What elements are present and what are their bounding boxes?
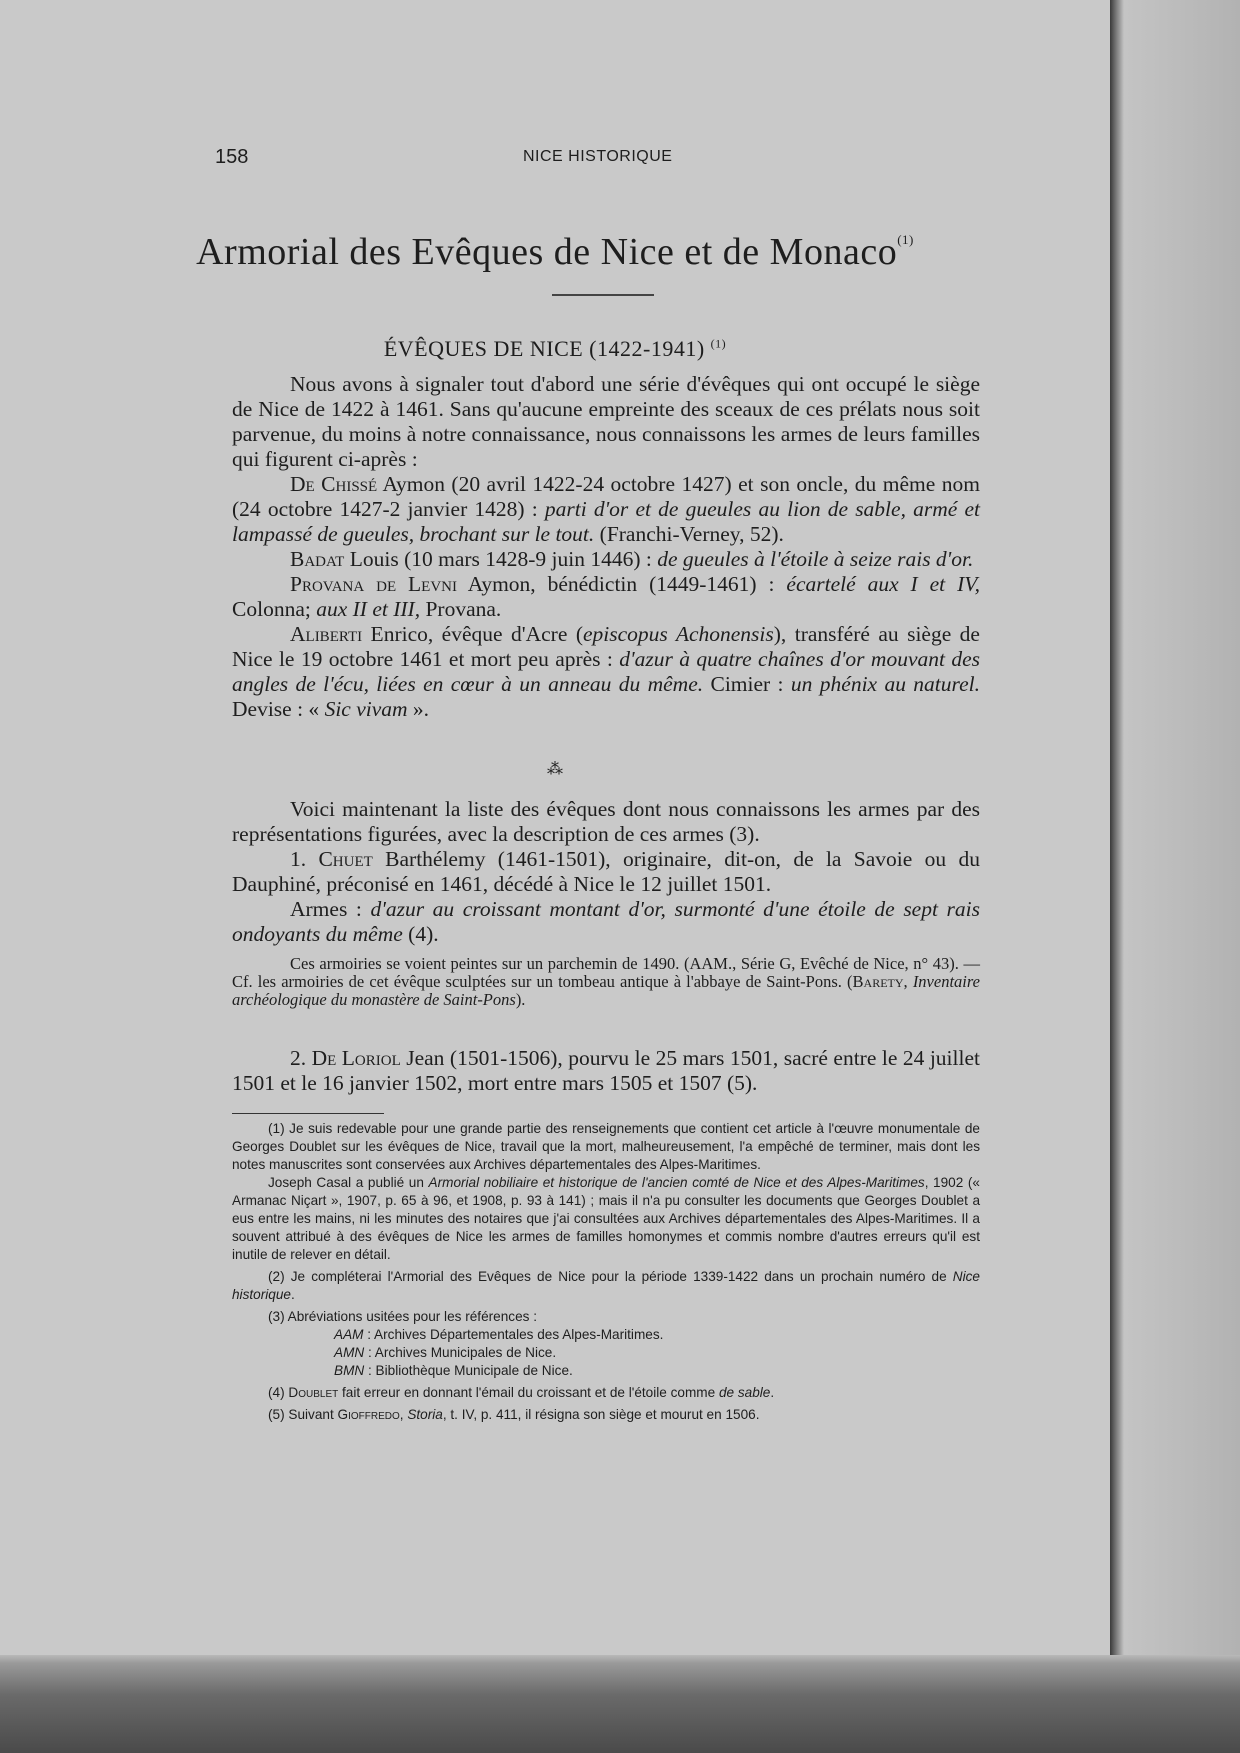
body-text-3 bbox=[232, 1046, 980, 1096]
entry-devise: Sic vivam bbox=[324, 697, 408, 721]
entry-arms: d'azur au croissant montant d'or, surmonté d'une étoile de sept rais ondoyants du même bbox=[232, 897, 980, 946]
page-number: 158 bbox=[215, 146, 249, 168]
entry-text: ». bbox=[407, 697, 430, 721]
abbreviation-desc: : Archives Départementales des Alpes-Maritimes. bbox=[363, 1327, 664, 1342]
footnote-emphasis: de sable bbox=[718, 1385, 771, 1400]
entry-arms: aux II et III, bbox=[316, 597, 421, 621]
title-rule bbox=[552, 294, 654, 296]
entry-cimier: un phénix au naturel. bbox=[790, 672, 980, 696]
footnote-text: . bbox=[770, 1385, 775, 1400]
body-text-1 bbox=[232, 372, 980, 722]
body-text-2 bbox=[232, 797, 980, 947]
entry-text: Colonna; bbox=[232, 597, 317, 621]
entry-text: Louis (10 mars 1428-9 juin 1446) : bbox=[344, 547, 658, 571]
entry-aliberti bbox=[232, 622, 980, 722]
note-text: Ces armoiries se voient peintes sur un parchemin de 1490. (AAM., Série G, Evêché de Nice, n° 43). — Cf. les armoiries de cet évêque sculptées sur un tombeau antique à l'abbaye de Saint-Pons. ( bbox=[232, 954, 980, 991]
book-gutter bbox=[1110, 0, 1240, 1655]
footnote-text: . bbox=[290, 1287, 295, 1302]
abbreviation-amn bbox=[232, 1344, 980, 1362]
footnote-text: Joseph Casal a publié un bbox=[268, 1175, 429, 1190]
entry-arms: d'azur à quatre chaînes d'or mouvant des angles de l'écu, liées en cœur à un anneau du même. bbox=[232, 647, 980, 696]
entry-text: Barthélemy (1461-1501), originaire, dit-on, de la Savoie ou du Dauphiné, préconisé en 1461, décédé à Nice le 12 juillet 1501. bbox=[232, 847, 980, 896]
section-heading bbox=[0, 336, 1110, 362]
entry-text: Armes : bbox=[290, 897, 371, 921]
note-text: , bbox=[903, 972, 913, 991]
note-work: Inventaire archéologique du monastère de Saint-Pons bbox=[232, 972, 981, 1009]
abbreviation-code: AMN bbox=[334, 1345, 365, 1360]
footnote-text: , bbox=[399, 1407, 408, 1422]
footnote-5 bbox=[232, 1406, 980, 1424]
list-intro-paragraph: Voici maintenant la liste des évêques dont nous connaissons les armes par des représentations figurées, avec la description de ces armes (3). bbox=[232, 797, 980, 846]
scan-bottom-edge bbox=[0, 1655, 1240, 1753]
entry-name: Provana de Levni bbox=[290, 572, 458, 596]
footnotes bbox=[232, 1120, 980, 1424]
footnote-1: (1) Je suis redevable pour une grande partie des renseignements que contient cet article à l'œuvre monumentale de Georges Doublet sur les évêques de Nice, travail que la mort, malheureusement, l'a empêché de terminer, mais dont les notes manuscrites sont conservées aux Archives départementales des Alpes-Maritimes. bbox=[232, 1121, 980, 1172]
footnote-text: , 1902 (« Armanac Niçart », 1907, p. 65 à 96, et 1908, p. 93 à 141) ; mais il n'a pu consulter les documents que Georges Doublet a eus entre les mains, ni les minutes des notaires que j'ai consultées aux Archives départementales des Alpes-Maritimes. Il a souvent attribué à des évêques de Nice les armes de familles homonymes et commis nombre d'autres erreurs qu'il est inutile de relever en détail. bbox=[232, 1175, 980, 1262]
intro-paragraph: Nous avons à signaler tout d'abord une série d'évêques qui ont occupé le siège de Nice de 1422 à 1461. Sans qu'aucune empreinte des sceaux de ces prélats nous soit parvenue, du moins à notre connaissance, nous connaissons les armes de leurs familles qui figurent ci-après : bbox=[232, 372, 980, 471]
entry-chisse bbox=[232, 472, 980, 547]
entry-loriol bbox=[232, 1046, 980, 1096]
entry-number: 1. bbox=[290, 847, 319, 871]
abbreviation-code: BMN bbox=[334, 1363, 365, 1378]
section-heading-text: ÉVÊQUES DE NICE (1422-1941) bbox=[383, 336, 705, 361]
footnote-4 bbox=[232, 1384, 980, 1402]
entry-text: Cimier : bbox=[703, 672, 791, 696]
entry-text: ), transféré au siège de Nice le 19 octobre 1461 et mort peu après : bbox=[232, 622, 980, 671]
section-footnote-ref[interactable]: (1) bbox=[710, 336, 727, 351]
entry-text: Jean (1501-1506), pourvu le 25 mars 1501, sacré entre le 24 juillet 1501 et le 16 janvier 1502, mort entre mars 1505 et 1507 (5). bbox=[232, 1046, 980, 1095]
abbreviation-desc: : Archives Municipales de Nice. bbox=[364, 1345, 557, 1360]
entry-text: Devise : « bbox=[232, 697, 325, 721]
footnote-author: Doublet bbox=[288, 1385, 339, 1400]
entry-arms: écartelé aux I et IV, bbox=[786, 572, 980, 596]
entry-ref: (4). bbox=[402, 922, 439, 946]
footnote-3: (3) Abréviations usitées pour les références : bbox=[268, 1309, 537, 1324]
footnote-work: Armorial nobiliaire et historique de l'ancien comté de Nice et des Alpes-Maritimes bbox=[428, 1175, 925, 1190]
entry-number: 2. bbox=[290, 1046, 312, 1070]
note-author: Barety bbox=[852, 972, 904, 991]
entry-ref: (Franchi-Verney, 52). bbox=[594, 522, 784, 546]
abbreviation-code: AAM bbox=[334, 1327, 364, 1342]
footnote-rule bbox=[232, 1113, 384, 1114]
footnote-text: (5) Suivant bbox=[268, 1407, 338, 1422]
entry-chuet-arms bbox=[232, 897, 980, 947]
footnote-1-continued bbox=[232, 1174, 980, 1264]
footnote-text: fait erreur en donnant l'émail du croissant et de l'étoile comme bbox=[338, 1385, 719, 1400]
article-title bbox=[0, 230, 1110, 274]
entry-text: Provana. bbox=[420, 597, 502, 621]
entry-arms: de gueules à l'étoile à seize rais d'or. bbox=[657, 547, 974, 571]
footnote-work: Storia bbox=[407, 1407, 443, 1422]
entry-provana bbox=[232, 572, 980, 622]
title-footnote-ref[interactable]: (1) bbox=[897, 232, 914, 247]
footnote-2 bbox=[232, 1268, 980, 1304]
article-title-text: Armorial des Evêques de Nice et de Monaco bbox=[196, 231, 898, 273]
footnote-text: (2) Je compléterai l'Armorial des Evêques de Nice pour la période 1339-1422 dans un prochain numéro de bbox=[268, 1269, 953, 1284]
abbreviation-bmn bbox=[232, 1362, 980, 1380]
note-text: ). bbox=[515, 990, 526, 1009]
footnote-text: , t. IV, p. 411, il résigna son siège et mourut en 1506. bbox=[442, 1407, 760, 1422]
entry-name: De Chissé bbox=[290, 472, 378, 496]
entry-arms: parti d'or et de gueules au lion de sable, armé et lampassé de gueules, brochant sur le tout. bbox=[232, 497, 980, 546]
small-print-note bbox=[232, 955, 980, 1009]
entry-latin: episcopus Achonensis bbox=[582, 622, 774, 646]
entry-name: Chuet bbox=[318, 847, 373, 871]
footnote-work: Nice historique bbox=[232, 1269, 980, 1302]
abbreviation-aam bbox=[232, 1326, 980, 1344]
abbreviation-desc: : Bibliothèque Municipale de Nice. bbox=[364, 1363, 573, 1378]
entry-badat bbox=[232, 547, 980, 572]
entry-text: Aymon (20 avril 1422-24 octobre 1427) et son oncle, du même nom (24 octobre 1427-2 janvier 1428) : bbox=[232, 472, 980, 521]
entry-name: Badat bbox=[290, 547, 345, 571]
entry-name: Aliberti bbox=[290, 622, 363, 646]
asterism-ornament: ⁂ bbox=[547, 761, 563, 778]
entry-chuet bbox=[232, 847, 980, 897]
running-head: NICE HISTORIQUE bbox=[523, 148, 673, 165]
footnote-text: (4) bbox=[268, 1385, 289, 1400]
entry-text: Aymon, bénédictin (1449-1461) : bbox=[457, 572, 787, 596]
entry-name: De Loriol bbox=[311, 1046, 401, 1070]
entry-text: Enrico, évêque d'Acre ( bbox=[362, 622, 583, 646]
footnote-author: Gioffredo bbox=[337, 1407, 400, 1422]
small-note-paragraph bbox=[232, 955, 980, 1009]
